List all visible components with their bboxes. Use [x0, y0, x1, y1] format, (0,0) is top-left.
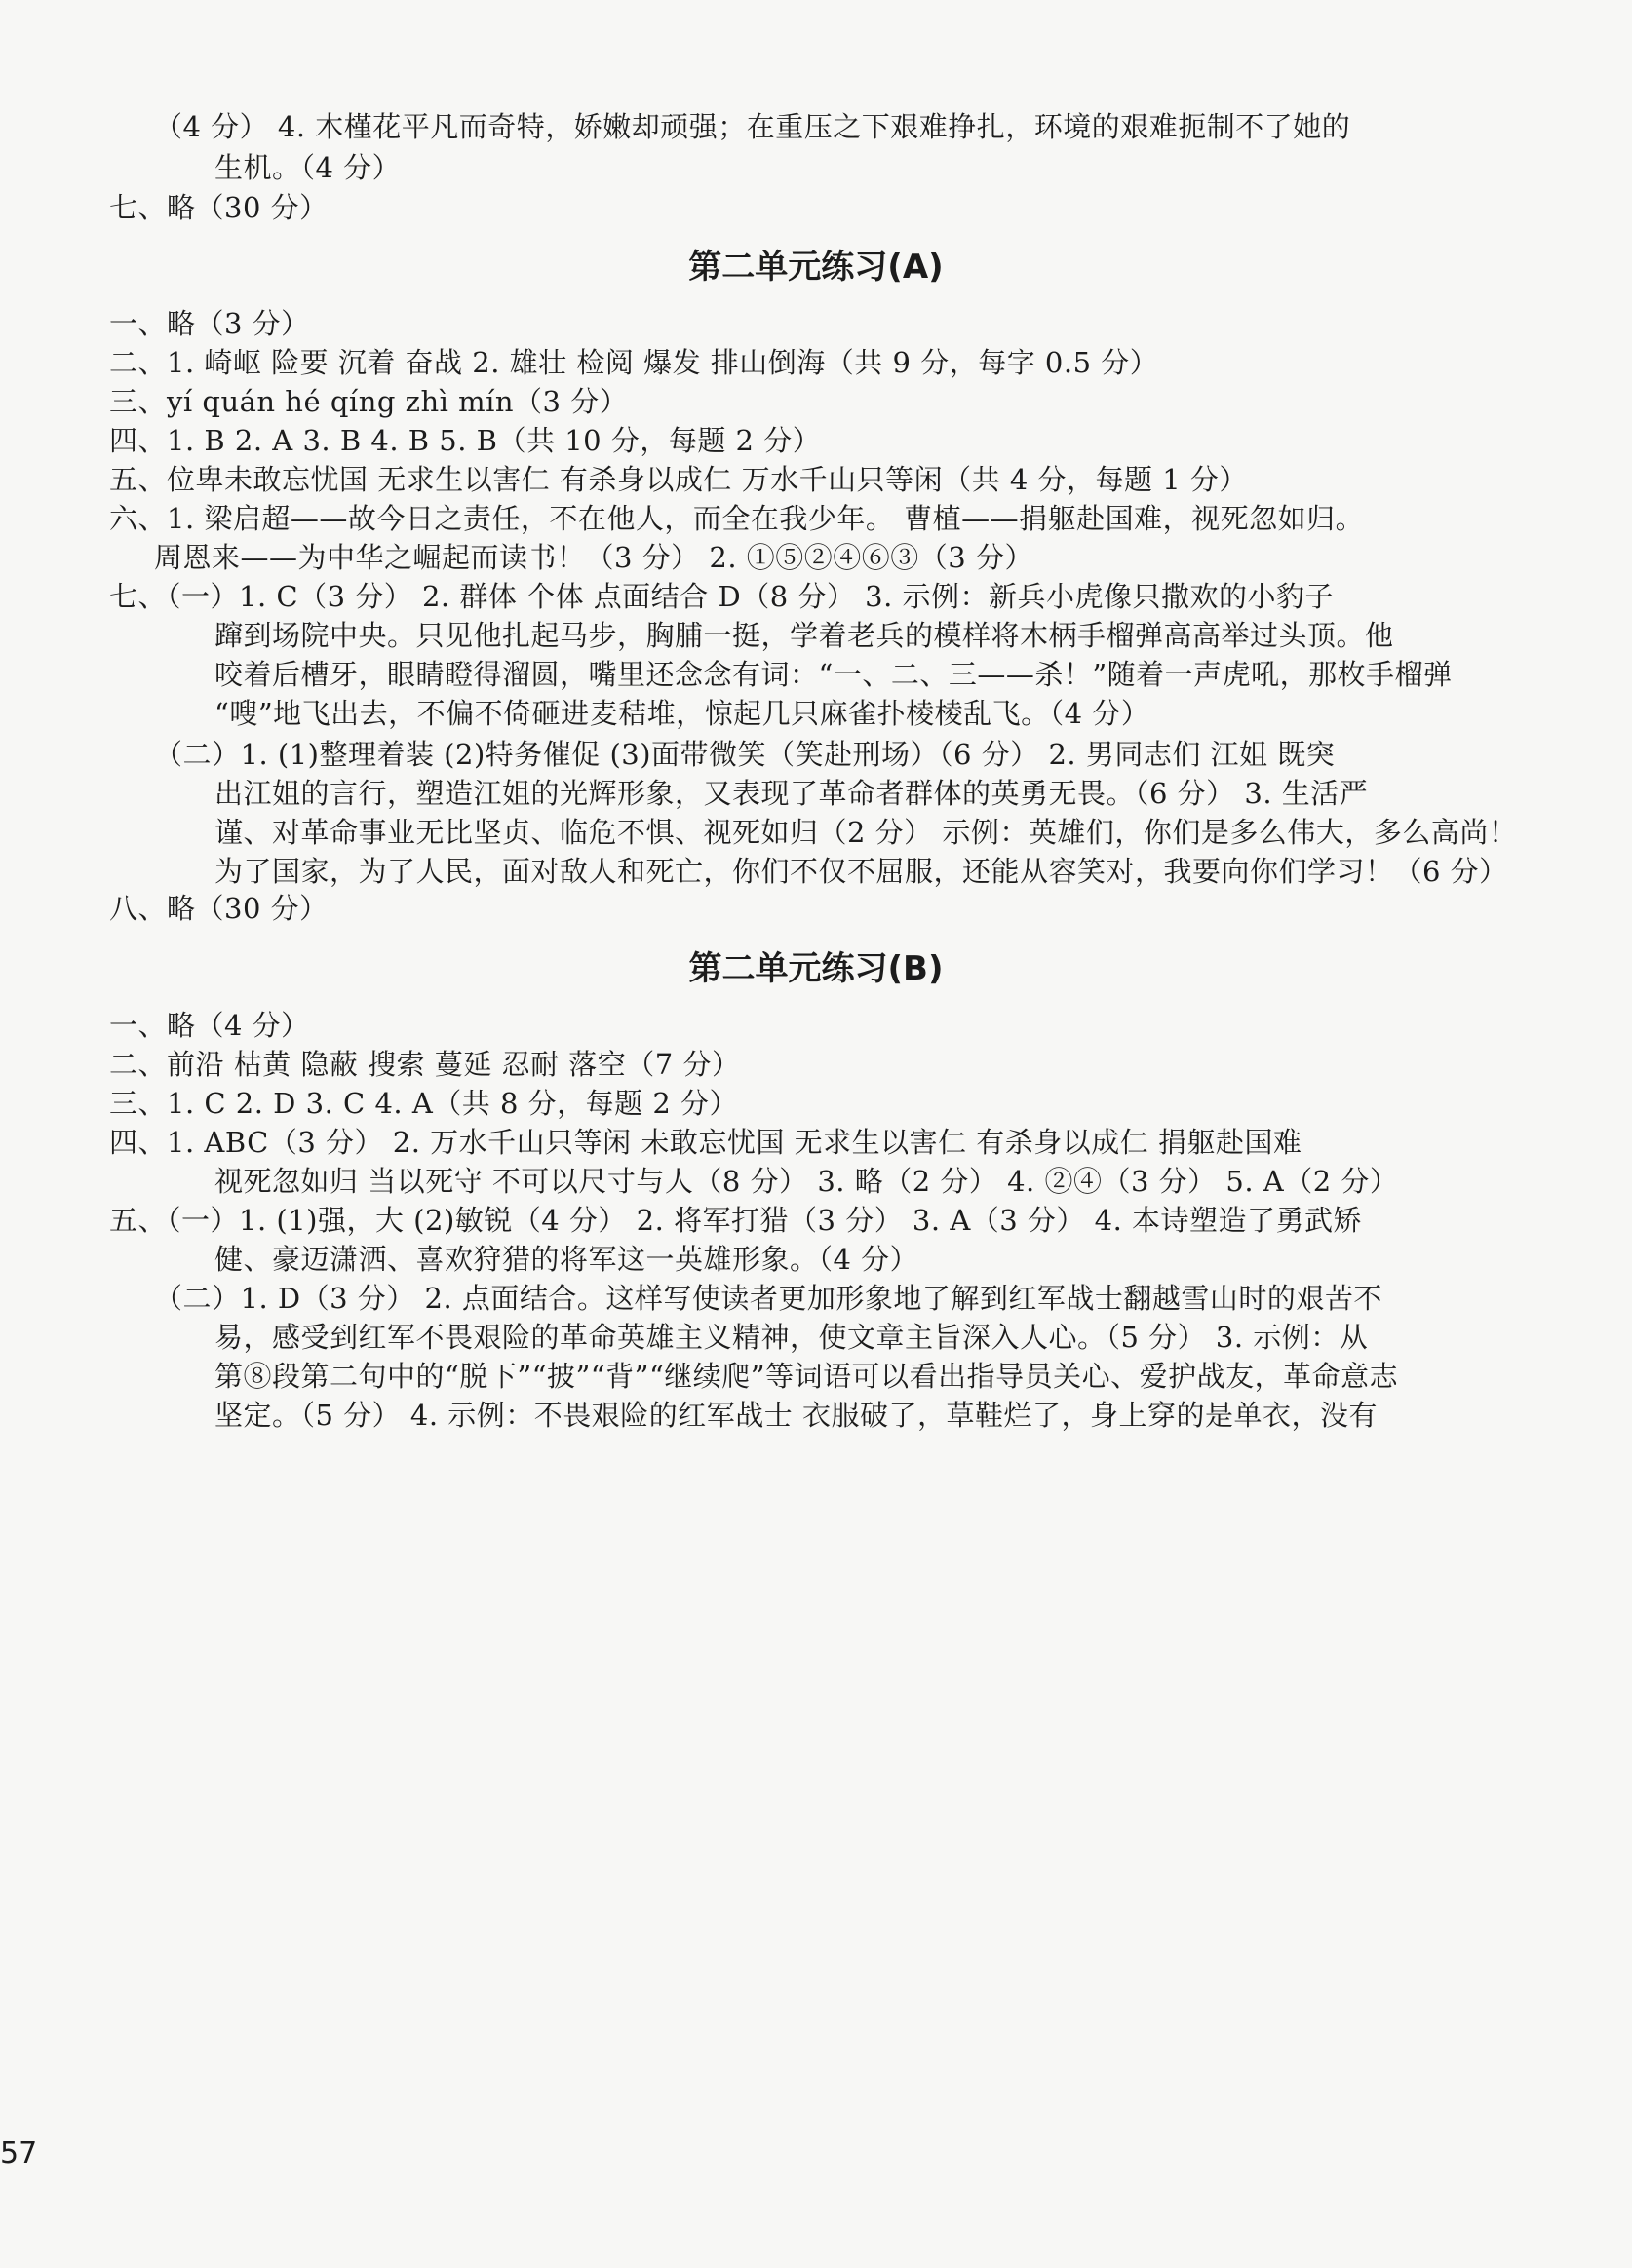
text-line: 一、略（3 分）: [109, 307, 310, 340]
text-line: 三、1. C 2. D 3. C 4. A（共 8 分，每题 2 分）: [109, 1087, 739, 1120]
text-line: 七、略（30 分）: [109, 191, 329, 224]
text-line: 二、前沿 枯黄 隐蔽 搜索 蔓延 忍耐 落空（7 分）: [109, 1048, 741, 1081]
section-title-b: 第二单元练习(B): [688, 949, 944, 988]
text-line: 八、略（30 分）: [109, 892, 329, 925]
text-line: 为了国家，为了人民，面对敌人和死亡，你们不仅不屈服，还能从容笑对，我要向你们学习！（6 分）: [214, 855, 1508, 888]
text-line: 五、（一）1. (1)强，大 (2)敏锐（4 分） 2. 将军打猎（3 分） 3. A（3 分） 4. 本诗塑造了勇武矫: [109, 1204, 1363, 1237]
text-line: 生机。（4 分）: [214, 151, 402, 184]
text-line: 五、位卑未敢忘忧国 无求生以害仁 有杀身以成仁 万水千山只等闲（共 4 分，每题 1 分）: [109, 463, 1248, 496]
text-line: 视死忽如归 当以死守 不可以尺寸与人（8 分） 3. 略（2 分） 4. ②④（3 分） 5. A（2 分）: [214, 1165, 1399, 1198]
text-line: 咬着后槽牙，眼睛瞪得溜圆，嘴里还念念有词：“一、二、三——杀！”随着一声虎吼，那枚手榴弹: [214, 658, 1453, 691]
text-line: 第⑧段第二句中的“脱下”“披”“背”“继续爬”等词语可以看出指导员关心、爱护战友，革命意志: [214, 1360, 1399, 1393]
section-title-a: 第二单元练习(A): [688, 248, 944, 287]
text-line: 二、1. 崎岖 险要 沉着 奋战 2. 雄壮 检阅 爆发 排山倒海（共 9 分，每字 0.5 分）: [109, 346, 1159, 379]
text-line: 六、1. 梁启超——故今日之责任，不在他人，而全在我少年。 曹植——捐躯赴国难，视死忽如归。: [109, 502, 1365, 535]
text-line: 坚定。（5 分） 4. 示例：不畏艰险的红军战士 衣服破了，草鞋烂了，身上穿的是单衣，没有: [214, 1399, 1378, 1432]
text-line: 健、豪迈潇洒、喜欢狩猎的将军这一英雄形象。（4 分）: [214, 1243, 919, 1276]
text-line: 一、略（4 分）: [109, 1009, 310, 1042]
text-line: （二）1. D（3 分） 2. 点面结合。这样写使读者更加形象地了解到红军战士翻越雪山时的艰苦不: [154, 1282, 1382, 1315]
text-line: 易，感受到红军不畏艰险的革命英雄主义精神，使文章主旨深入人心。（5 分） 3. 示例：从: [214, 1321, 1369, 1354]
text-line: 谨、对革命事业无比坚贞、临危不惧、视死如归（2 分） 示例：英雄们，你们是多么伟大，多么高尚！: [214, 816, 1518, 849]
text-line: 四、1. ABC（3 分） 2. 万水千山只等闲 未敢忘忧国 无求生以害仁 有杀身以成仁 捐躯赴国难: [109, 1126, 1302, 1159]
page-number: 57: [0, 2136, 38, 2171]
text-line: 四、1. B 2. A 3. B 4. B 5. B（共 10 分，每题 2 分）: [109, 424, 822, 457]
text-line: “嗖”地飞出去，不偏不倚砸进麦秸堆，惊起几只麻雀扑棱棱乱飞。（4 分）: [214, 697, 1150, 730]
text-line: 三、yí quán hé qíng zhì mín（3 分）: [109, 385, 629, 418]
text-line: 出江姐的言行，塑造江姐的光辉形象，又表现了革命者群体的英勇无畏。（6 分） 3. 生活严: [214, 777, 1369, 810]
text-line: 七、（一）1. C（3 分） 2. 群体 个体 点面结合 D（8 分） 3. 示例：新兵小虎像只撒欢的小豹子: [109, 580, 1335, 613]
text-line: （4 分） 4. 木槿花平凡而奇特，娇嫩却顽强；在重压之下艰难挣扎，环境的艰难扼制不了她的: [154, 110, 1351, 143]
text-line: （二）1. (1)整理着装 (2)特务催促 (3)面带微笑（笑赴刑场）（6 分） 2. 男同志们 江姐 既突: [154, 738, 1336, 771]
text-line: 周恩来——为中华之崛起而读书！（3 分） 2. ①⑤②④⑥③（3 分）: [154, 541, 1033, 574]
text-line: 蹿到场院中央。只见他扎起马步，胸脯一挺，学着老兵的模样将木柄手榴弹高高举过头顶。他: [214, 619, 1394, 652]
